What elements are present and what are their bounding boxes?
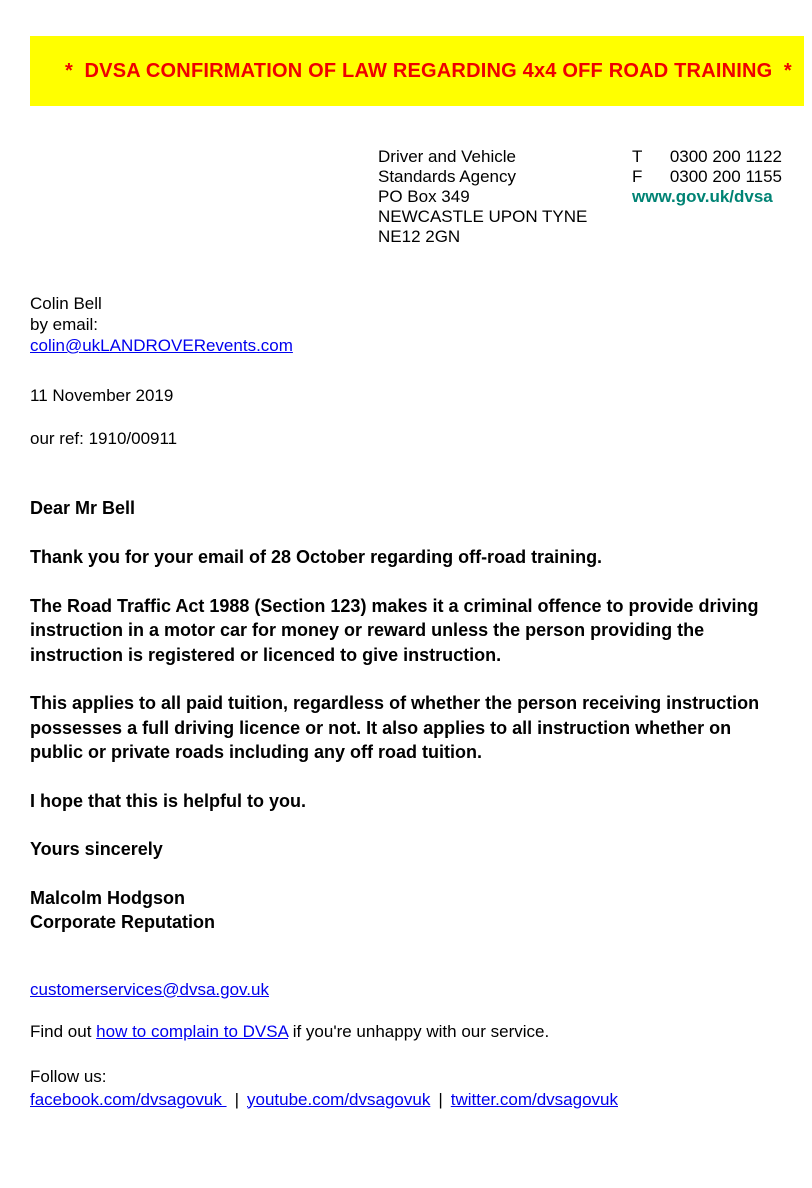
letter-page bbox=[0, 36, 812, 1188]
sender-address-line: Driver and Vehicle bbox=[378, 147, 516, 166]
subject-banner-text: * DVSA CONFIRMATION OF LAW REGARDING 4x4 OFF ROAD TRAINING * bbox=[65, 60, 792, 82]
sender-address-line: NE12 2GN bbox=[378, 227, 461, 246]
facebook-link[interactable]: facebook.com/dvsagovuk bbox=[30, 1089, 227, 1109]
follow-us-label: Follow us: bbox=[30, 1066, 107, 1086]
phone-label: T bbox=[632, 147, 643, 166]
link-separator: | bbox=[438, 1089, 443, 1109]
twitter-link[interactable]: twitter.com/dvsagovuk bbox=[450, 1089, 618, 1109]
fax-row bbox=[632, 167, 782, 187]
sender-address-line: Standards Agency bbox=[378, 167, 516, 186]
sender-header bbox=[378, 147, 782, 247]
sender-address bbox=[378, 147, 587, 247]
fax-label: F bbox=[632, 167, 643, 186]
sender-address-line: PO Box 349 bbox=[378, 187, 470, 206]
body-paragraph: I hope that this is helpful to you. bbox=[30, 790, 306, 811]
complaint-prefix: Find out bbox=[30, 1021, 97, 1041]
recipient-delivery-method: by email: bbox=[30, 315, 99, 334]
body-paragraph: The Road Traffic Act 1988 (Section 123) makes it a criminal offence to provide driving instruction in a motor car for money or reward unless the person providing the instruction is registered or licenced to give instruction. bbox=[30, 595, 759, 665]
complaint-line bbox=[30, 1021, 782, 1042]
contact-email-row bbox=[30, 979, 782, 1000]
recipient-block bbox=[30, 293, 782, 356]
contact-email-link[interactable]: customerservices@dvsa.gov.uk bbox=[30, 979, 269, 999]
sender-address-line: NEWCASTLE UPON TYNE bbox=[378, 207, 588, 226]
letter-date: 11 November 2019 bbox=[30, 386, 174, 405]
complaint-suffix: if you're unhappy with our service. bbox=[287, 1021, 550, 1041]
signature-block bbox=[30, 886, 782, 935]
phone-number: 0300 200 1122 bbox=[669, 147, 782, 166]
follow-us-block bbox=[30, 1065, 782, 1111]
salutation: Dear Mr Bell bbox=[30, 498, 136, 518]
body-paragraph: This applies to all paid tuition, regardless of whether the person receiving instruction possesses a full driving licence or not. It also applies to all instruction whether on public or private roads including any off road tuition. bbox=[30, 693, 760, 762]
fax-number: 0300 200 1155 bbox=[669, 167, 782, 186]
letter-reference: our ref: 1910/00911 bbox=[30, 429, 178, 448]
link-separator: | bbox=[234, 1089, 239, 1109]
social-links-row bbox=[30, 1088, 782, 1111]
phone-row bbox=[632, 147, 782, 167]
youtube-link[interactable]: youtube.com/dvsagovuk bbox=[246, 1089, 431, 1109]
closing-line: Yours sincerely bbox=[30, 839, 163, 859]
sender-contact bbox=[632, 147, 782, 247]
website-link[interactable]: www.gov.uk/dvsa bbox=[632, 187, 773, 206]
signature-role: Corporate Reputation bbox=[30, 912, 216, 932]
recipient-name: Colin Bell bbox=[30, 294, 102, 313]
signature-name: Malcolm Hodgson bbox=[30, 887, 186, 908]
body-paragraph: Thank you for your email of 28 October regarding off-road training. bbox=[30, 547, 603, 567]
subject-banner bbox=[30, 36, 804, 106]
recipient-email-link[interactable]: colin@ukLANDROVERevents.com bbox=[30, 336, 293, 355]
complaint-link[interactable]: how to complain to DVSA bbox=[96, 1021, 288, 1041]
